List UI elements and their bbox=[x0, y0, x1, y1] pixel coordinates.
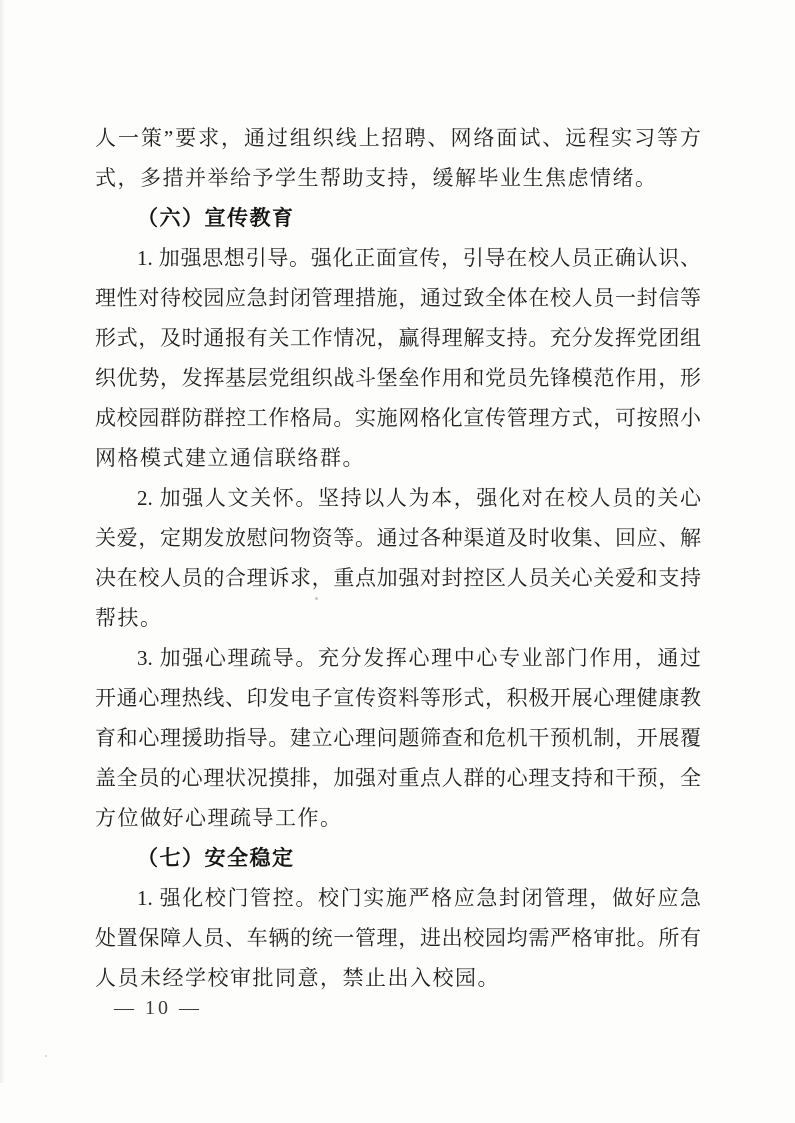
paragraph-line: 决在校人员的合理诉求，重点加强对封控区人员关心关爱和支持 bbox=[95, 566, 701, 590]
document-body bbox=[95, 118, 701, 998]
section-heading: （七）安全稳定 bbox=[137, 846, 295, 870]
paragraph-line: 处置保障人员、车辆的统一管理，进出校园均需严格审批。所有 bbox=[95, 926, 701, 950]
paragraph-line: 理性对待校园应急封闭管理措施，通过致全体在校人员一封信等 bbox=[95, 286, 701, 310]
paragraph-line: 织优势，发挥基层党组织战斗堡垒作用和党员先锋模范作用，形 bbox=[95, 366, 701, 390]
scan-artifact-dot bbox=[45, 1055, 47, 1057]
section-heading: （六）宣传教育 bbox=[137, 206, 295, 230]
paragraph-line: 1. 加强思想引导。强化正面宣传，引导在校人员正确认识、 bbox=[137, 246, 701, 270]
paragraph-line: 帮扶。 bbox=[95, 606, 163, 630]
page-number: — 10 — bbox=[114, 997, 202, 1019]
paragraph-line: 2. 加强人文关怀。坚持以人为本，强化对在校人员的关心 bbox=[137, 486, 701, 510]
paragraph-line: 人一策”要求，通过组织线上招聘、网络面试、远程实习等方 bbox=[95, 126, 701, 150]
paragraph-line: 形式，及时通报有关工作情况，赢得理解支持。充分发挥党团组 bbox=[95, 326, 701, 350]
paragraph-line: 1. 强化校门管控。校门实施严格应急封闭管理，做好应急 bbox=[137, 886, 701, 910]
paragraph-line: 盖全员的心理状况摸排，加强对重点人群的心理支持和干预，全 bbox=[95, 766, 701, 790]
paragraph-line: 关爱，定期发放慰问物资等。通过各种渠道及时收集、回应、解 bbox=[95, 526, 701, 550]
paragraph-line: 3. 加强心理疏导。充分发挥心理中心专业部门作用，通过 bbox=[137, 646, 701, 670]
paragraph-line: 成校园群防群控工作格局。实施网格化宣传管理方式，可按照小 bbox=[95, 406, 701, 430]
paragraph-line: 方位做好心理疏导工作。 bbox=[95, 806, 343, 830]
paragraph-line: 开通心理热线、印发电子宣传资料等形式，积极开展心理健康教 bbox=[95, 686, 701, 710]
paragraph-line: 式，多措并举给予学生帮助支持，缓解毕业生焦虑情绪。 bbox=[95, 166, 658, 190]
paragraph-line: 网格模式建立通信联络群。 bbox=[95, 446, 365, 470]
paragraph-line: 人员未经学校审批同意，禁止出入校园。 bbox=[95, 966, 500, 990]
paragraph-line: 育和心理援助指导。建立心理问题筛查和危机干预机制，开展覆 bbox=[95, 726, 701, 750]
